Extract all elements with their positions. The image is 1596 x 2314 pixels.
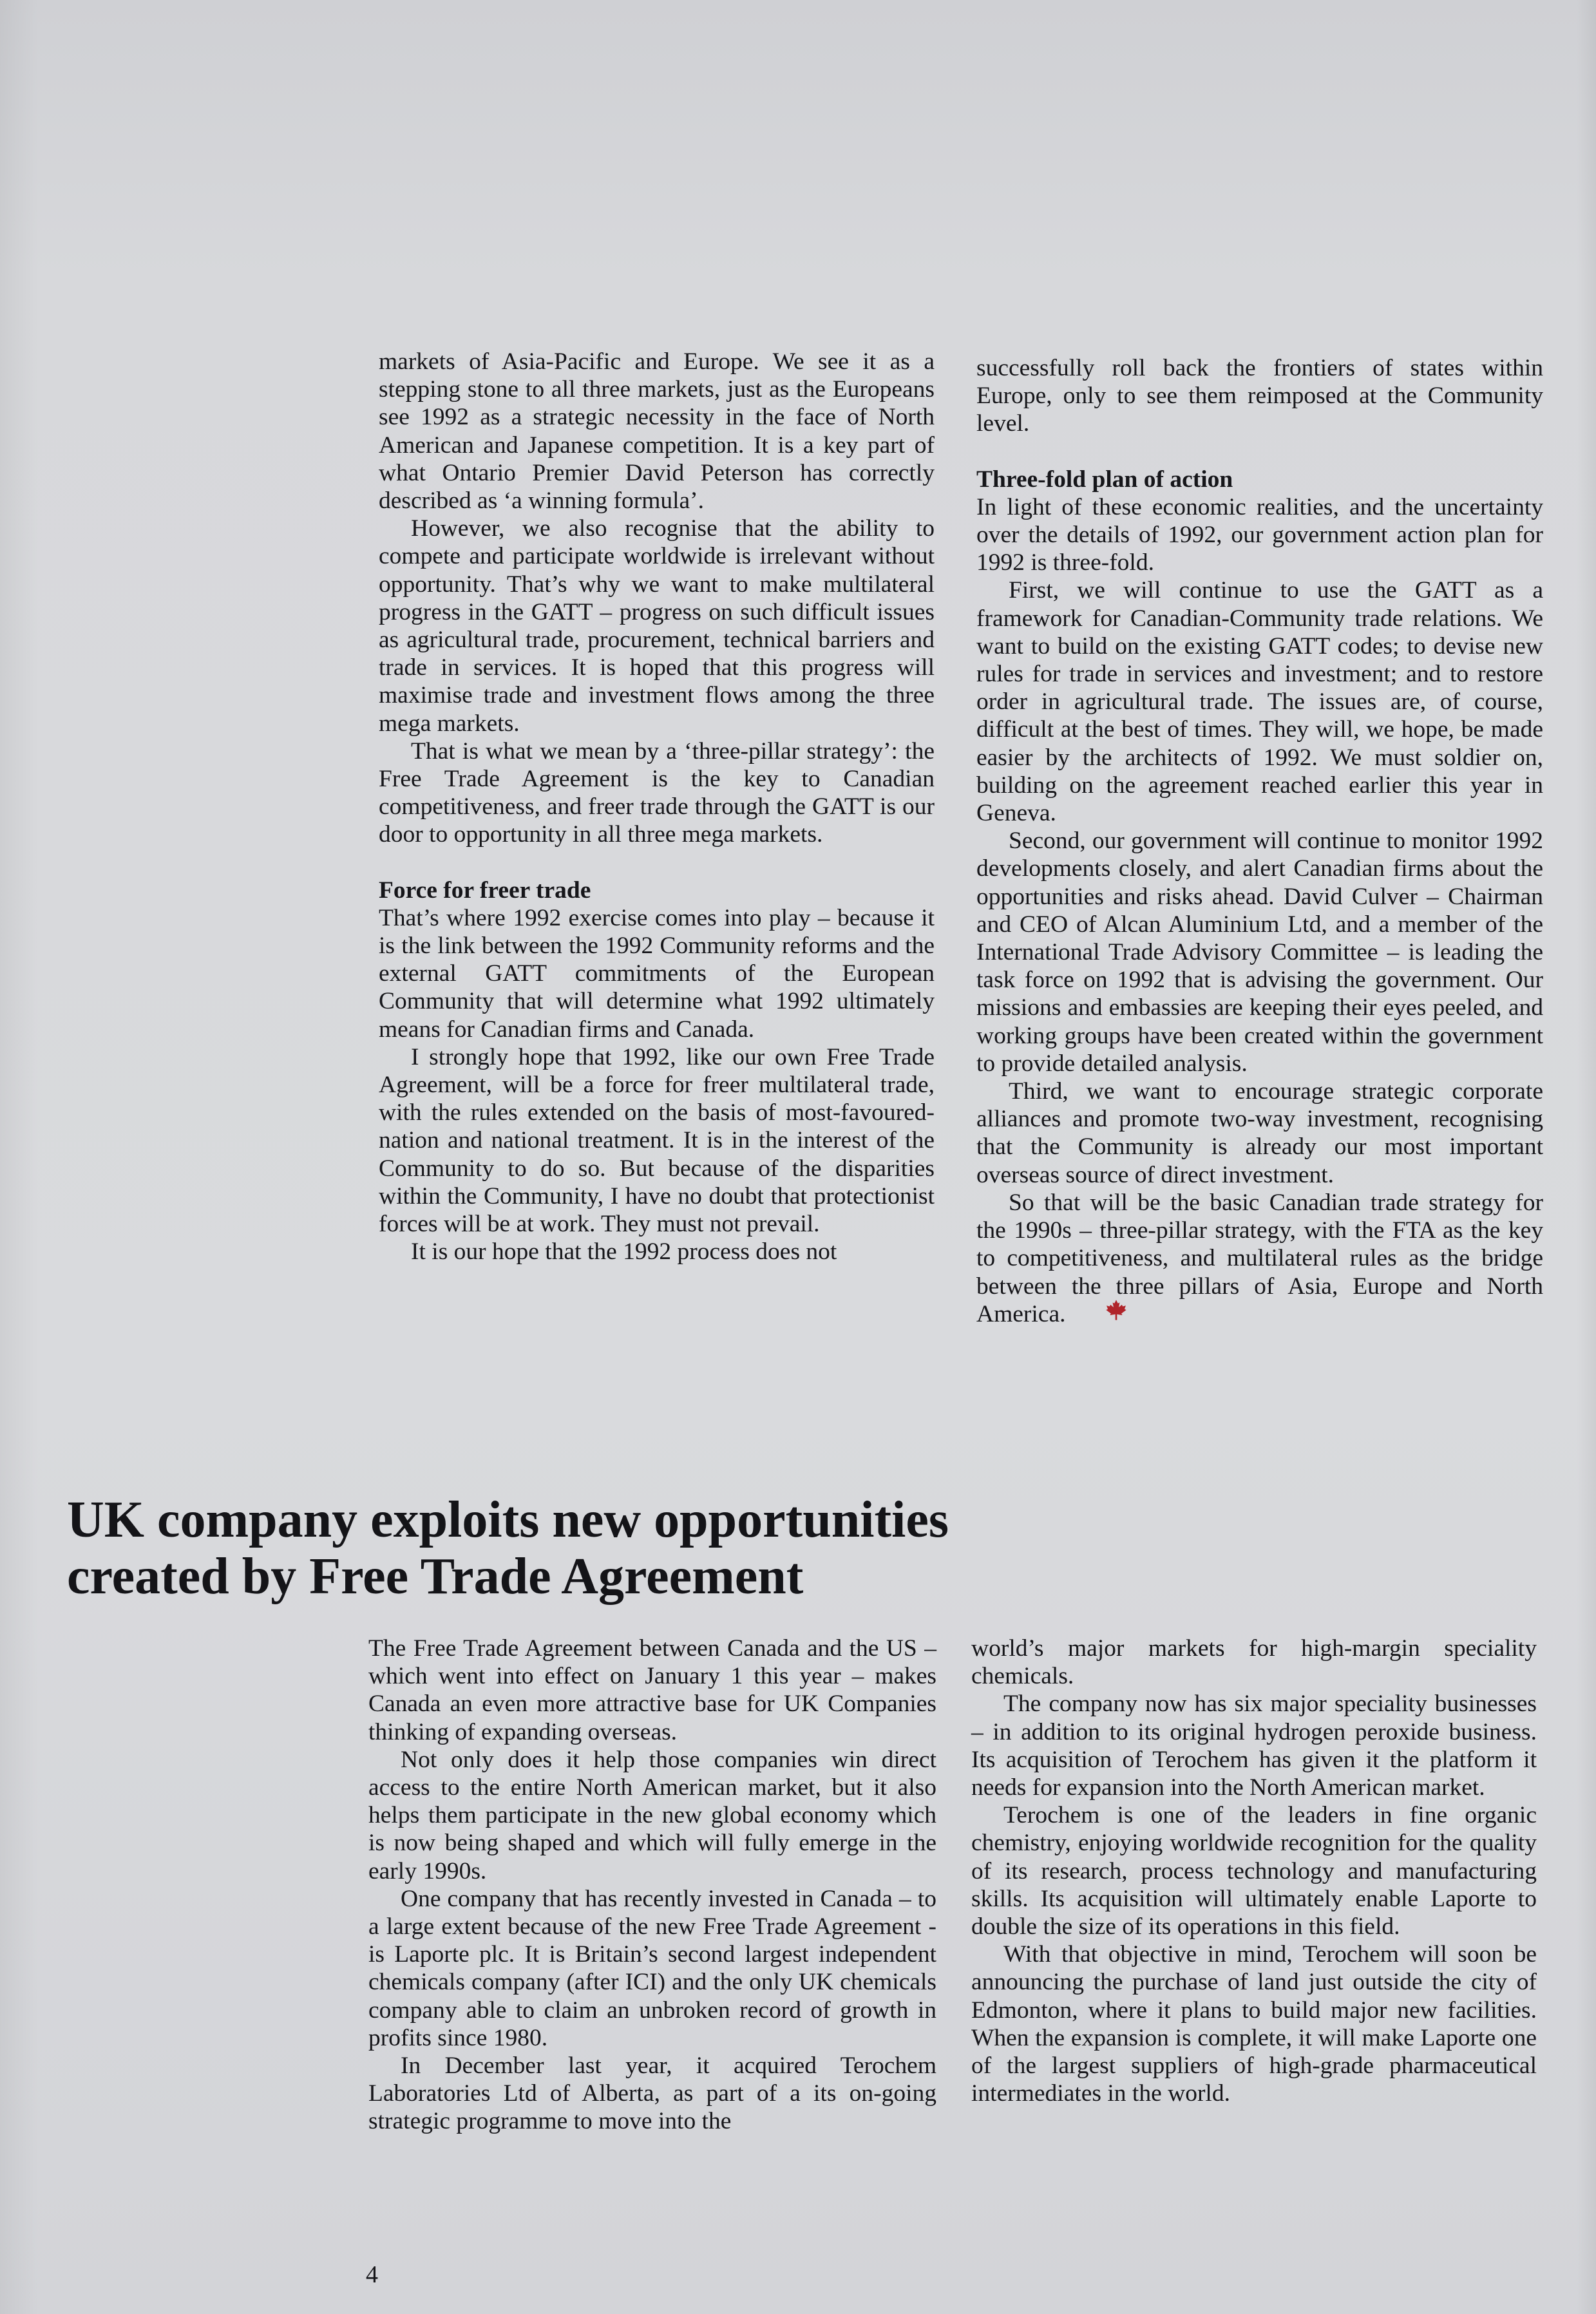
article-column-4 — [971, 1635, 1537, 2107]
section-heading: Force for freer trade — [379, 877, 591, 904]
paragraph: Not only does it help those companies win direct access to the entire North American market, but it also helps them participate in the new global economy which is now being shaped and which will fully emerge in the early 1990s. — [368, 1746, 936, 1884]
headline-line: created by Free Trade Agreement — [67, 1548, 804, 1605]
paragraph: However, we also recognise that the ability to compete and participate worldwide is irrelevant without opportunity. That’s why we want to make multilateral progress in the GATT – progress on such difficult issues as agricultural trade, procurement, technical barriers and trade in services. It is hoped that this progress will maximise trade and investment flows among the three mega markets. — [379, 515, 935, 737]
section-heading: Three-fold plan of action — [976, 466, 1233, 493]
paragraph: With that objective in mind, Terochem will soon be announcing the purchase of land just outside the city of Edmonton, where it plans to build major new facilities. When the expansion is complete, it will make Laporte one of the largest suppliers of high-grade pharmaceutical intermediates in the world. — [971, 1941, 1537, 2107]
spacer — [379, 849, 935, 877]
page-shadow-right — [1577, 0, 1596, 2314]
paragraph: world’s major markets for high-margin speciality chemicals. — [971, 1635, 1537, 1690]
article-column-2 — [976, 354, 1543, 1330]
headline-line: UK company exploits new opportunities — [67, 1492, 949, 1548]
paragraph: The company now has six major speciality businesses – in addition to its original hydrogen peroxide business. Its acquisition of Terochem has given it the platform it needs for expansion into the North American market. — [971, 1691, 1537, 1801]
paragraph: One company that has recently invested in Canada – to a large extent because of the new Free Trade Agreement - is Laporte plc. It is Britain’s second largest independent chemicals company (after ICI) and the only UK chemicals company able to claim an unbroken record of growth in profits since 1980. — [368, 1885, 936, 2051]
paragraph-with-end-mark — [976, 1189, 1543, 1330]
paragraph: successfully roll back the frontiers of states within Europe, only to see them reimposed at the Community level. — [976, 355, 1543, 437]
paragraph: That is what we mean by a ‘three-pillar strategy’: the Free Trade Agreement is the key to Canadian competitiveness, and freer trade through the GATT is our door to opportunity in all three mega markets. — [379, 737, 935, 848]
paragraph: In December last year, it acquired Terochem Laboratories Ltd of Alberta, as part of a its on-going strategic programme to move into the — [368, 2053, 936, 2135]
paragraph: It is our hope that the 1992 process does not — [411, 1238, 837, 1266]
page-shadow-left — [0, 0, 39, 2314]
maple-leaf-icon — [1073, 1299, 1127, 1327]
spacer — [976, 438, 1543, 466]
article-headline — [67, 1492, 1162, 1605]
paragraph: In light of these economic realities, and the uncertainty over the details of 1992, our government action plan for 1992 is three-fold. — [976, 493, 1543, 576]
paragraph: Terochem is one of the leaders in fine organic chemistry, enjoying worldwide recognition for the quality of its research, process technology and manufacturing skills. Its acquisition will ultimately enable Laporte to double the size of its operations in this field. — [971, 1802, 1537, 1940]
page-number: 4 — [366, 2261, 378, 2288]
paragraph: markets of Asia-Pacific and Europe. We see it as a stepping stone to all three markets, just as the Europeans see 1992 as a strategic necessity in the face of North American and Japanese competition. It is a key part of what Ontario Premier David Peterson has correctly described as ‘a winning formula’. — [379, 348, 935, 515]
paragraph: Third, we want to encourage strategic corporate alliances and promote two-way investment, recognising that the Community is already our most important overseas source of direct investment. — [976, 1078, 1543, 1188]
paragraph: First, we will continue to use the GATT as a framework for Canadian-Community trade relations. We want to build on the existing GATT codes; to devise new rules for trade in services and investment; and to restore order in agricultural trade. The issues are, of course, difficult at the best of times. They will, we hope, be made easier by the architects of 1992. We must soldier on, building on the agreement reached earlier this year in Geneva. — [976, 577, 1543, 827]
paragraph: I strongly hope that 1992, like our own Free Trade Agreement, will be a force for freer multilateral trade, with the rules extended on the basis of most-favoured-nation and national treatment. It is in the interest of the Community to do so. But because of the disparities within the Community, I have no doubt that protectionist forces will be at work. They must not prevail. — [379, 1043, 935, 1238]
article-column-3 — [368, 1635, 936, 2136]
article-column-1 — [379, 348, 935, 1266]
paragraph: The Free Trade Agreement between Canada and the US – which went into effect on January 1 this year – makes Canada an even more attractive base for UK Companies thinking of expanding overseas. — [368, 1635, 936, 1745]
paragraph-text: So that will be the basic Canadian trade strategy for the 1990s – three-pillar strategy, with the FTA as the key to competitiveness, and multilateral rules as the bridge between the three pillars of Asia, Europe and North America. — [976, 1189, 1543, 1327]
paragraph: That’s where 1992 exercise comes into play – because it is the link between the 1992 Community reforms and the external GATT commitments of the European Community that will determine what 1992 ultimately means for Canadian firms and Canada. — [379, 904, 935, 1043]
paragraph: Second, our government will continue to monitor 1992 developments closely, and alert Canadian firms about the opportunities and risks ahead. David Culver – Chairman and CEO of Alcan Aluminium Ltd, and a member of the International Trade Advisory Committee – is leading the task force on 1992 that is advising the government. Our missions and embassies are keeping their eyes peeled, and working groups have been created within the government to provide detailed analysis. — [976, 828, 1543, 1077]
